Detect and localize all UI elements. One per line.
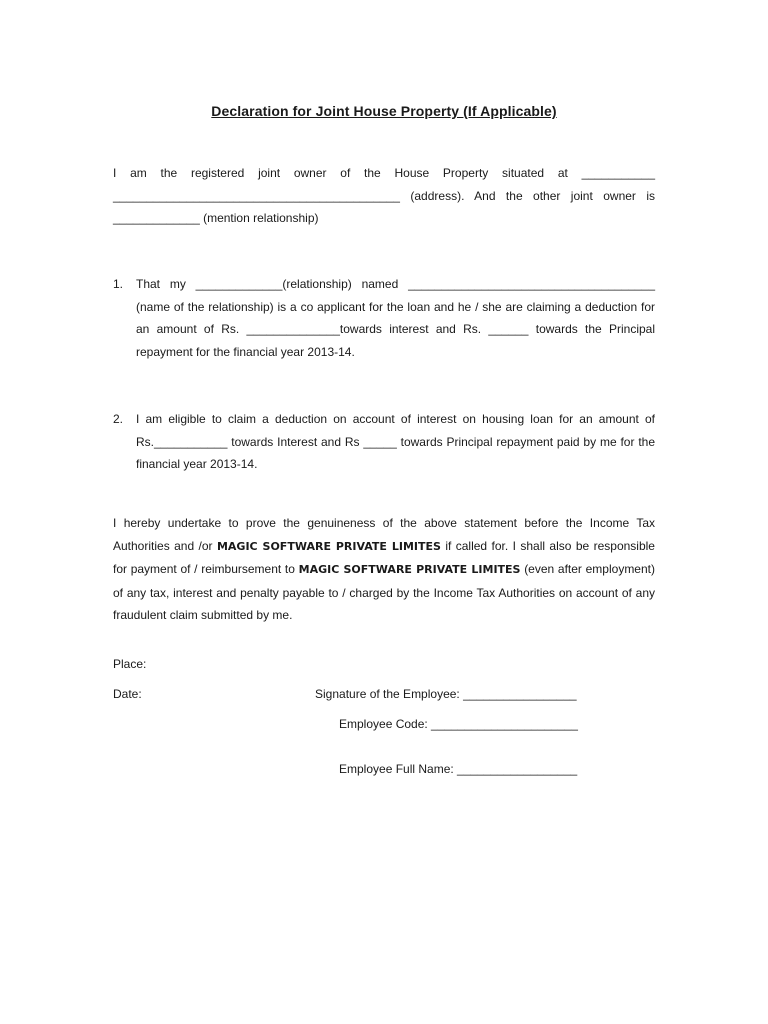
date-label: Date: [113,687,142,701]
company-name: MAGIC SOFTWARE PRIVATE LIMITES [216,539,441,553]
intro-paragraph: I am the registered joint owner of the House Property situated at ___________ ___________________________________________ (address). And the other joint owner is _____________ (mention relationship) [113,166,655,225]
undertaking-text-1: I hereby undertake to prove the genuineness of the above statement before the Income Tax Authorities and /or [113,516,655,553]
list-number: 2. [113,412,124,426]
undertaking-paragraph [113,512,655,627]
undertaking-text-2: if called for. I shall also be responsible for payment of / reimbursement to [113,538,655,576]
employee-code-field: Employee Code: ______________________ [339,717,578,731]
list-text: That my _____________(relationship) named _____________________________________ (name of the relationship) is a co applicant for the loan and he / she are claiming a deduction for an amount of Rs. ______________towards interest and Rs. ______ towards the Principal repayment for the financial year 2013-14. [136,277,655,359]
list-text: I am eligible to claim a deduction on account of interest on housing loan for an amount of Rs.___________ towards Interest and Rs _____ towards Principal repayment paid by me for the financial year 2013-14. [136,412,655,471]
document-title: Declaration for Joint House Property (If Applicable) [211,103,557,119]
place-label: Place: [113,657,147,671]
signature-field: Signature of the Employee: _________________ [315,687,577,701]
undertaking-text-3: (even after employment) of any tax, interest and penalty payable to / charged by the Income Tax Authorities on account of any fraudulent claim submitted by me. [113,562,655,622]
company-name: MAGIC SOFTWARE PRIVATE LIMITES [298,563,521,576]
employee-name-field: Employee Full Name: __________________ [339,762,578,776]
list-number: 1. [113,277,124,291]
